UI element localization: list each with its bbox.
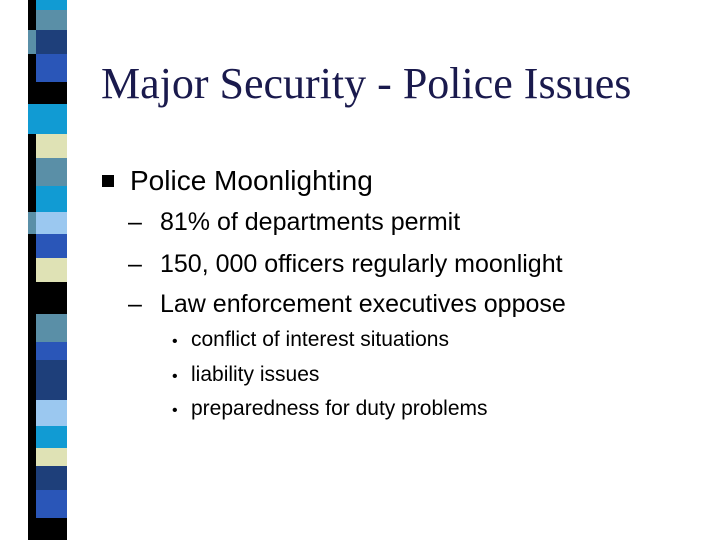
strip-block [28, 490, 36, 518]
dot-marker: • [172, 368, 178, 385]
strip-block [28, 448, 36, 466]
strip-block [36, 448, 67, 466]
strip-block [28, 360, 36, 400]
dash-marker: – [128, 290, 142, 318]
strip-block [36, 134, 67, 158]
strip-block [28, 400, 36, 426]
strip-block [28, 82, 36, 104]
dot-marker: • [172, 333, 178, 350]
sub-sub-bullet-2 [172, 362, 319, 390]
strip-block [36, 158, 67, 186]
sub-bullet-1 [128, 207, 460, 237]
strip-block [36, 212, 67, 234]
strip-block [36, 30, 67, 54]
sub-sub-bullet-1 [172, 327, 449, 355]
strip-block [28, 0, 36, 10]
dash-marker: – [128, 250, 142, 278]
strip-block [28, 158, 36, 186]
strip-block [36, 54, 67, 82]
strip-block [36, 258, 67, 282]
strip-block [36, 314, 67, 342]
strip-block [36, 466, 67, 490]
sub-sub-bullet-3 [172, 396, 488, 424]
square-bullet-icon [102, 175, 114, 187]
strip-block [36, 518, 67, 540]
strip-block [36, 342, 67, 360]
strip-block [28, 134, 36, 158]
strip-block [36, 360, 67, 400]
sub-bullet-2 [128, 249, 563, 279]
strip-block [28, 314, 36, 342]
strip-block [36, 490, 67, 518]
sub-bullet-text: Law enforcement executives oppose [160, 290, 566, 318]
bullet-police-moonlighting [101, 166, 373, 196]
strip-block [36, 186, 67, 212]
sub-sub-bullet-text: conflict of interest situations [191, 328, 449, 351]
strip-block [36, 10, 67, 30]
strip-block [28, 186, 36, 212]
strip-block [36, 82, 67, 104]
strip-block [28, 466, 36, 490]
strip-block [28, 234, 36, 258]
strip-block [28, 282, 36, 314]
strip-block [36, 0, 67, 10]
strip-block [36, 234, 67, 258]
strip-block [28, 258, 36, 282]
slide-title: Major Security - Police Issues [101, 59, 632, 108]
sub-bullet-text: 150, 000 officers regularly moonlight [160, 250, 563, 278]
strip-block [36, 400, 67, 426]
sub-sub-bullet-text: preparedness for duty problems [191, 397, 488, 420]
decorative-color-strip [0, 0, 67, 540]
strip-block [28, 54, 36, 82]
strip-block [28, 10, 36, 30]
strip-block [36, 104, 67, 134]
strip-block [28, 30, 36, 54]
bullet-text: Police Moonlighting [130, 165, 373, 196]
strip-block [36, 282, 67, 314]
dash-marker: – [128, 208, 142, 236]
sub-sub-bullet-text: liability issues [191, 363, 320, 386]
strip-block [28, 212, 36, 234]
sub-bullet-text: 81% of departments permit [160, 208, 461, 236]
sub-bullet-3 [128, 289, 566, 319]
strip-block [28, 426, 36, 448]
strip-block [28, 518, 36, 540]
strip-block [28, 104, 36, 134]
strip-block [28, 342, 36, 360]
dot-marker: • [172, 402, 178, 419]
strip-block [36, 426, 67, 448]
